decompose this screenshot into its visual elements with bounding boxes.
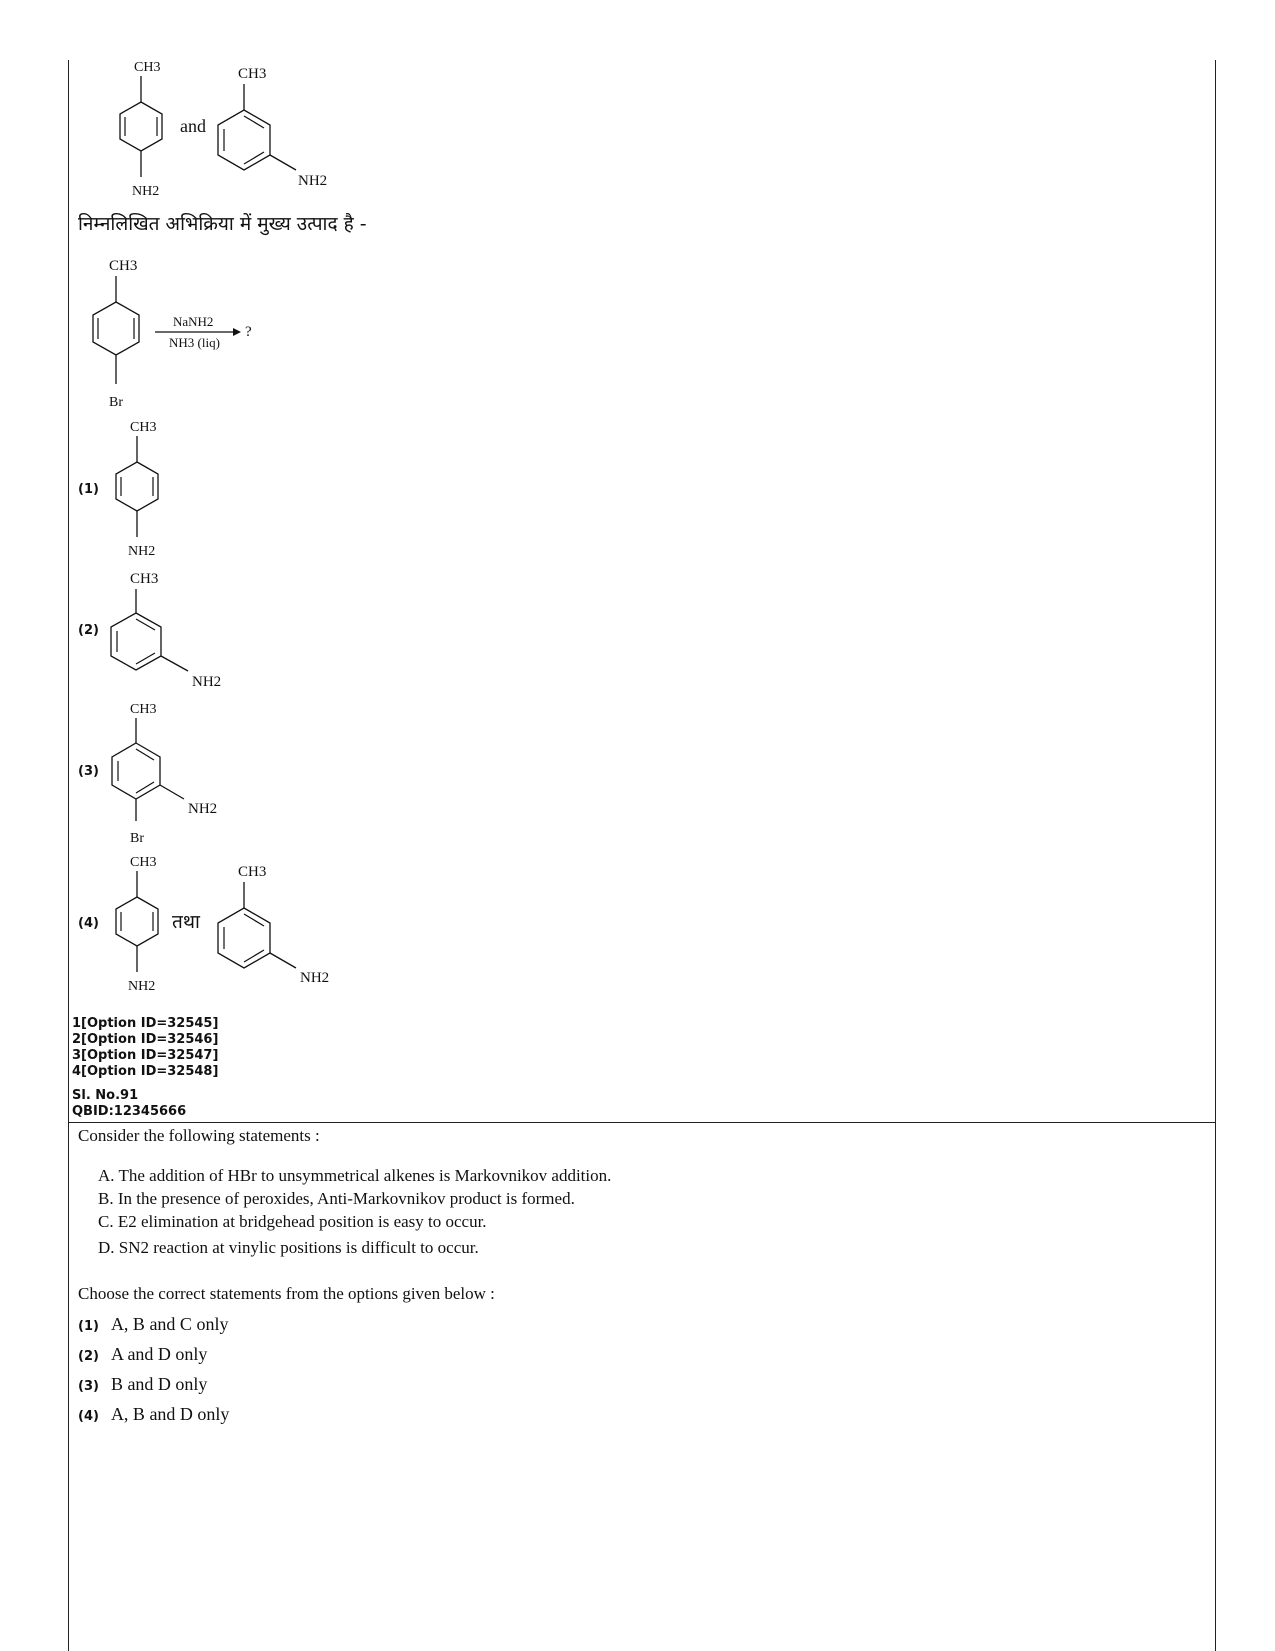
option-4-para-structure[interactable]: [110, 850, 180, 1000]
question-separator: [69, 1122, 1215, 1123]
option-4-meta-structure[interactable]: [218, 858, 348, 993]
option-id-2: 2[Option ID=32546]: [72, 1032, 219, 1047]
answer-option-3-number: (3): [78, 1379, 99, 1394]
nh2-label: NH2: [188, 801, 218, 817]
reagent-nh3: NH3 (liq): [169, 335, 220, 350]
reactant-br-label: Br: [109, 395, 123, 410]
answer-option-1-number: (1): [78, 1319, 99, 1334]
statement-d: D. SN2 reaction at vinylic positions is difficult to occur.: [98, 1238, 479, 1257]
answer-option-3[interactable]: [78, 1374, 207, 1395]
qbid: QBID:12345666: [72, 1104, 187, 1119]
ch3-label: CH3: [238, 66, 267, 82]
ch3-label: CH3: [134, 60, 161, 75]
option-2-structure[interactable]: [108, 565, 238, 695]
nh2-label: NH2: [192, 674, 222, 690]
option-4-and-connector: तथा: [172, 911, 200, 933]
statement-a: A. The addition of HBr to unsymmetrical alkenes is Markovnikov addition.: [98, 1166, 612, 1185]
option-1-number: (1): [78, 482, 99, 497]
option-1-structure[interactable]: [110, 415, 180, 565]
serial-number: Sl. No.91: [72, 1088, 139, 1103]
option-3-number: (3): [78, 764, 99, 779]
and-connector: and: [180, 116, 206, 136]
nh2-label: NH2: [298, 173, 328, 189]
nh2-label: NH2: [128, 979, 156, 994]
answer-option-2-text: A and D only: [110, 1344, 208, 1364]
option-id-1: 1[Option ID=32545]: [72, 1016, 219, 1031]
option-id-3: 3[Option ID=32547]: [72, 1048, 219, 1063]
reactant-ch3-label: CH3: [109, 258, 138, 274]
product-question-mark: ?: [245, 324, 252, 340]
answer-option-1[interactable]: [78, 1314, 228, 1335]
top-para-toluidine-structure: [110, 55, 180, 205]
option-3-structure[interactable]: [108, 697, 238, 847]
reaction-scheme: [85, 252, 275, 412]
ch3-label: CH3: [130, 855, 157, 870]
answer-option-1-text: A, B and C only: [110, 1314, 229, 1334]
ch3-label: CH3: [130, 571, 159, 587]
question-prompt: Choose the correct statements from the options given below :: [78, 1284, 495, 1303]
reagent-nanh2: NaNH2: [173, 314, 214, 329]
statement-c: C. E2 elimination at bridgehead position is easy to occur.: [98, 1212, 487, 1231]
answer-option-4-number: (4): [78, 1409, 99, 1424]
question-text-hindi: निम्नलिखित अभिक्रिया में मुख्य उत्पाद है -: [78, 213, 367, 235]
answer-option-4-text: A, B and D only: [110, 1404, 230, 1424]
ch3-label: CH3: [238, 864, 267, 880]
statement-b: B. In the presence of peroxides, Anti-Markovnikov product is formed.: [98, 1189, 575, 1208]
question-header: [72, 1088, 186, 1120]
option-id-4: 4[Option ID=32548]: [72, 1064, 219, 1079]
option-4-number: (4): [78, 916, 99, 931]
nh2-label: NH2: [128, 544, 156, 559]
question-intro: Consider the following statements :: [78, 1126, 320, 1145]
left-border: [68, 60, 69, 1651]
option-id-list: [72, 1016, 218, 1080]
answer-option-4[interactable]: [78, 1404, 229, 1425]
nh2-label: NH2: [300, 970, 330, 986]
answer-option-2-number: (2): [78, 1349, 99, 1364]
right-border: [1215, 60, 1216, 1651]
nh2-label: NH2: [132, 184, 160, 199]
ch3-label: CH3: [130, 702, 157, 717]
option-2-number: (2): [78, 623, 99, 638]
br-label: Br: [130, 831, 144, 846]
answer-option-3-text: B and D only: [110, 1374, 208, 1394]
top-meta-toluidine-structure: [218, 60, 348, 195]
ch3-label: CH3: [130, 420, 157, 435]
answer-option-2[interactable]: [78, 1344, 207, 1365]
